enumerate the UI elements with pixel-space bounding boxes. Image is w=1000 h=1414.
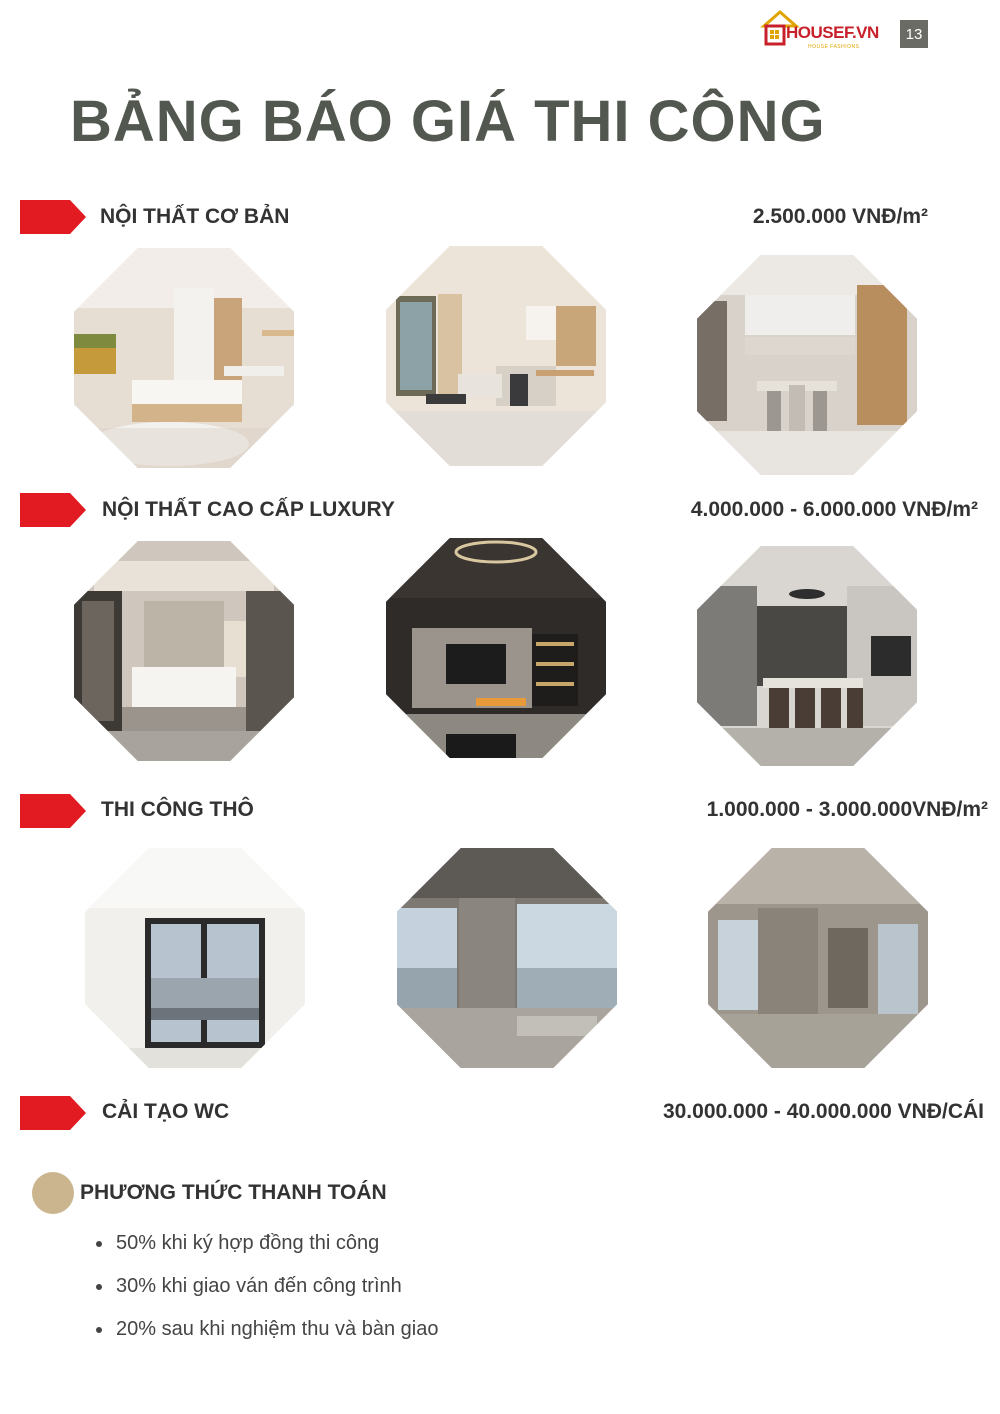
living-room-study-photo xyxy=(386,246,606,466)
red-arrow-icon xyxy=(20,1096,86,1130)
section-price-basic: 2.500.000 VNĐ/m² xyxy=(752,205,928,228)
red-arrow-icon xyxy=(20,794,86,828)
luxury-tv-wall-photo xyxy=(386,538,606,758)
payment-list xyxy=(94,1222,438,1351)
kitchen-dining-photo xyxy=(697,255,917,475)
luxury-dining-photo xyxy=(697,546,917,766)
page-title: BẢNG BÁO GIÁ THI CÔNG xyxy=(70,89,826,154)
section-name-basic: NỘI THẤT CƠ BẢN xyxy=(100,205,290,228)
payment-item: 20% sau khi nghiệm thu và bàn giao xyxy=(94,1308,438,1351)
red-arrow-icon xyxy=(20,200,86,234)
empty-apartment-window-photo xyxy=(85,848,305,1068)
section-name-luxury: NỘI THẤT CAO CẤP LUXURY xyxy=(102,498,395,521)
payment-title: PHƯƠNG THỨC THANH TOÁN xyxy=(80,1181,387,1204)
payment-item: 50% khi ký hợp đồng thi công xyxy=(94,1222,438,1265)
raw-concrete-room-photo xyxy=(397,848,617,1068)
page-number-badge: 13 xyxy=(900,20,928,48)
red-arrow-icon xyxy=(20,493,86,527)
raw-unfinished-room-photo xyxy=(708,848,928,1068)
section-price-luxury: 4.000.000 - 6.000.000 VNĐ/m² xyxy=(690,498,978,521)
logo-tagline: HOUSE FASHIONS xyxy=(808,44,860,50)
section-price-raw: 1.000.000 - 3.000.000VNĐ/m² xyxy=(706,798,988,821)
payment-circle-icon xyxy=(32,1172,74,1214)
luxury-bedroom-photo xyxy=(74,541,294,761)
payment-item: 30% khi giao ván đến công trình xyxy=(94,1265,438,1308)
section-name-raw: THI CÔNG THÔ xyxy=(101,798,254,821)
section-name-wc: CẢI TẠO WC xyxy=(102,1100,230,1123)
section-price-wc: 30.000.000 - 40.000.000 VNĐ/CÁI xyxy=(662,1100,984,1123)
logo-text: HOUSEF.VN xyxy=(786,23,879,42)
modern-bedroom-photo xyxy=(74,248,294,468)
housef-logo xyxy=(760,8,888,52)
